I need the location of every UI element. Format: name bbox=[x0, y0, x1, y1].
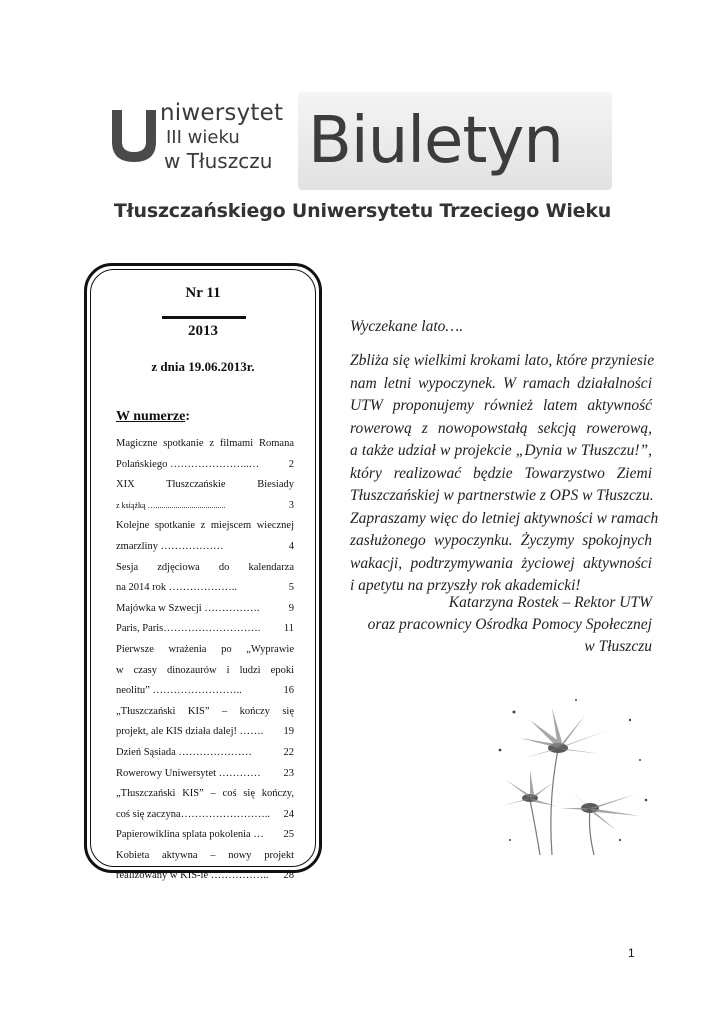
logo-line-3: w Tłuszczu bbox=[164, 149, 273, 173]
letter-line: który realizować będzie Towarzystwo Ziemi bbox=[350, 464, 652, 482]
toc-entry-text: Papierowiklina splata pokolenia … bbox=[116, 829, 264, 841]
toc-entry-text: neolitu” …………………….. bbox=[116, 685, 242, 697]
toc-entry bbox=[116, 599, 294, 620]
toc-entry-text: Dzień Sąsiada ………………… bbox=[116, 746, 252, 758]
toc-entry bbox=[116, 722, 294, 743]
toc-entry bbox=[116, 537, 294, 558]
logo-line-2: III wieku bbox=[166, 127, 240, 148]
toc-heading-label: W numerze bbox=[116, 409, 186, 424]
toc-entry: w czasy dinozaurów i ludzi epoki bbox=[116, 664, 294, 676]
toc-entry: Magiczne spotkanie z filmami Romana bbox=[116, 438, 294, 449]
issue-year: 2013 bbox=[188, 323, 218, 339]
letter-line: Zbliża się wielkimi krokami lato, które przyniesie bbox=[350, 352, 655, 369]
toc-entry: „Tłuszczański KIS” – coś się kończy, bbox=[116, 788, 294, 800]
letter-line: a także udział w projekcie „Dynia w Tłuszczu!”, bbox=[350, 442, 652, 459]
toc-entry-page: 4 bbox=[288, 540, 294, 552]
issue-date: z dnia 19.06.2013r. bbox=[151, 359, 255, 374]
issue-divider bbox=[162, 316, 246, 319]
toc-entry-page: 24 bbox=[283, 808, 294, 820]
issue-number: Nr 11 bbox=[185, 285, 221, 301]
toc-entry bbox=[116, 619, 294, 640]
toc-entry bbox=[116, 496, 294, 517]
signature-line-1: Katarzyna Rostek – Rektor UTW bbox=[448, 594, 652, 611]
toc-entry-page: 2 bbox=[288, 458, 294, 470]
toc-entry bbox=[116, 805, 294, 826]
letter-body bbox=[350, 350, 659, 598]
signature-line-3: w Tłuszczu bbox=[584, 638, 652, 655]
signature-line-2: oraz pracownicy Ośrodka Pomocy Społecznej bbox=[367, 616, 652, 633]
newsletter-subtitle: Tłuszczańskiego Uniwersytetu Trzeciego Wieku bbox=[113, 200, 612, 222]
toc-entry bbox=[116, 455, 294, 476]
toc-entry-page: 5 bbox=[288, 582, 294, 594]
toc-entry: Pierwsze wrażenia po „Wyprawie bbox=[116, 643, 294, 655]
letter-line: nam letni wypoczynek. W ramach działalności bbox=[350, 374, 652, 392]
toc-entry bbox=[116, 825, 294, 846]
toc-entry-page: 25 bbox=[283, 829, 294, 841]
letter-line: wakacji, podtrzymywania życiowej aktywności bbox=[350, 554, 652, 572]
toc-entry-page: 23 bbox=[283, 767, 294, 779]
toc-entry-text: Paris, Paris………………………. bbox=[116, 623, 261, 635]
logo-text bbox=[160, 102, 283, 171]
toc-entry-text: na 2014 rok ……………….. bbox=[116, 582, 238, 594]
logo-u-flower-icon bbox=[106, 102, 166, 166]
letter-line: i apetytu na przyszły rok akademicki! bbox=[350, 577, 581, 594]
toc-heading bbox=[116, 409, 190, 425]
toc-entry bbox=[116, 743, 294, 764]
toc-entry-text: realizowany w KIS-ie …………….. bbox=[116, 870, 269, 882]
letter-line: zasłużonego wypoczynku. Życzymy spokojnych bbox=[350, 532, 652, 549]
toc-entry bbox=[116, 866, 294, 887]
toc-entry: Kobieta aktywna – nowy projekt bbox=[116, 849, 294, 861]
letter-line: UTW proponujemy również latem aktywność bbox=[350, 397, 652, 414]
toc-entry bbox=[116, 764, 294, 785]
letter-line: Zapraszamy więc do letniej aktywności w ramach bbox=[350, 509, 659, 527]
letter-greeting: Wyczekane lato…. bbox=[350, 318, 464, 335]
toc-entry-text: coś się zaczyna…………………….. bbox=[116, 808, 270, 820]
toc-entry-page: 11 bbox=[283, 623, 294, 635]
toc-entry-text: Rowerowy Uniwersytet ………… bbox=[116, 767, 261, 779]
toc-entry-page: 22 bbox=[283, 746, 294, 758]
toc-entry-text: zmarzliny ……………… bbox=[116, 540, 224, 552]
letter-line: Tłuszczańskiej w partnerstwie z OPS w Tłuszczu. bbox=[350, 487, 654, 504]
toc-entry-text: projekt, ale KIS działa dalej! ……. bbox=[116, 726, 264, 738]
toc-entry-page: 19 bbox=[283, 726, 294, 738]
toc-entry: Kolejne spotkanie z miejscem wiecznej bbox=[116, 520, 294, 532]
toc-heading-colon: : bbox=[185, 409, 191, 424]
toc-entry bbox=[116, 578, 294, 599]
toc-entry-text: Majówka w Szwecji ……………. bbox=[116, 602, 260, 614]
page-number: 1 bbox=[628, 946, 635, 960]
utw-logo bbox=[106, 96, 294, 182]
toc-entry-page: 9 bbox=[288, 602, 294, 614]
banner-title: Biuletyn bbox=[308, 104, 563, 178]
flowers-illustration bbox=[490, 690, 660, 858]
toc-entry: XIX Tłuszczańskie Biesiady bbox=[116, 479, 294, 491]
toc-entry-page: 28 bbox=[283, 870, 294, 882]
toc-entry: Sesja zdjęciowa do kalendarza bbox=[116, 561, 294, 573]
toc-entry-page: 3 bbox=[288, 499, 294, 511]
toc-entry-page: 16 bbox=[283, 685, 294, 697]
letter-line: rowerową z nowopowstałą sekcją rowerową, bbox=[350, 419, 652, 437]
toc-entry bbox=[116, 681, 294, 702]
table-of-contents bbox=[116, 434, 294, 887]
toc-entry: „Tłuszczański KIS” – kończy się bbox=[116, 705, 294, 717]
toc-entry-text: Polańskiego …………………..… bbox=[116, 458, 260, 470]
toc-entry-text: z książką …................................... bbox=[116, 500, 226, 510]
logo-line-1: niwersytet bbox=[160, 100, 284, 126]
